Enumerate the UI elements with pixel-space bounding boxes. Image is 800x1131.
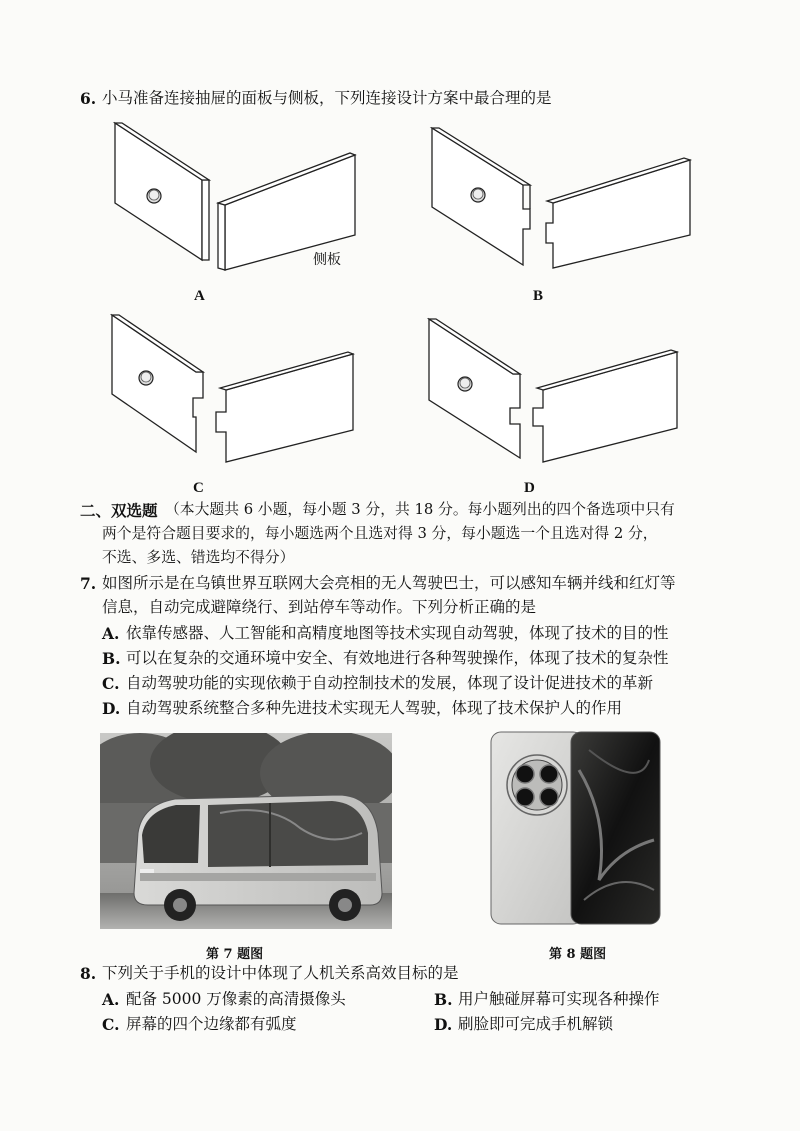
q6-figure-d [425, 316, 685, 476]
phone-photo [489, 730, 662, 926]
q8-number: 8. [80, 964, 97, 983]
q7-option-b-letter: B. [102, 649, 121, 668]
q8-option-b-text: 用户触碰屏幕可实现各种操作 [458, 990, 660, 1008]
q7-option-c-letter: C. [102, 674, 120, 693]
section2-title: 二、双选题 [80, 501, 158, 520]
fig7-caption: 第 7 题图 [206, 947, 264, 962]
fig8-caption: 第 8 题图 [549, 947, 607, 962]
q8-option-c-text: 屏幕的四个边缘都有弧度 [126, 1015, 297, 1033]
bus-illustration [100, 733, 392, 929]
q8-stem: 下列关于手机的设计中体现了人机关系高效目标的是 [102, 964, 459, 982]
q6-number: 6. [80, 89, 97, 108]
q6-stem: 小马准备连接抽屉的面板与侧板，下列连接设计方案中最合理的是 [102, 89, 552, 107]
q7-option-d-letter: D. [102, 699, 121, 718]
bus-photo [100, 733, 392, 929]
q7-option-a-letter: A. [102, 624, 120, 643]
q7-stem-line-2: 信息，自动完成避障绕行、到站停车等动作。下列分析正确的是 [102, 598, 537, 616]
q8-option-a-text: 配备 5000 万像素的高清摄像头 [126, 990, 346, 1008]
q6-option-b-label: B [533, 288, 544, 304]
q6-figure-b [428, 125, 698, 280]
q8-option-a-letter: A. [102, 990, 120, 1009]
q7-option-a-text: 依靠传感器、人工智能和高精度地图等技术实现自动驾驶，体现了技术的目的性 [126, 624, 669, 642]
q6-option-d-label: D [524, 480, 535, 496]
q8-option-d-text: 刷脸即可完成手机解锁 [458, 1015, 614, 1033]
section2-line-3: 不选、多选、错选均不得分） [102, 549, 295, 566]
q8-option-b-letter: B. [434, 990, 453, 1009]
q8-option-c-letter: C. [102, 1015, 120, 1034]
section2-line-2: 两个是符合题目要求的，每小题选两个且选对得 3 分，每小题选一个且选对得 2 分， [102, 525, 658, 542]
q6-option-a-label: A [194, 288, 205, 304]
q7-stem-line-1: 如图所示是在乌镇世界互联网大会亮相的无人驾驶巴士，可以感知车辆并线和红灯等 [102, 574, 676, 592]
q6-figure-c [108, 312, 358, 472]
q6-option-c-label: C [193, 480, 204, 496]
q7-option-d-text: 自动驾驶系统整合多种先进技术实现无人驾驶，体现了技术保护人的作用 [126, 699, 623, 717]
phone-illustration [489, 730, 662, 926]
q8-option-d-letter: D. [434, 1015, 453, 1034]
side-board-label: 侧板 [313, 252, 341, 268]
q7-option-b-text: 可以在复杂的交通环境中安全、有效地进行各种驾驶操作，体现了技术的复杂性 [126, 649, 669, 667]
q7-number: 7. [80, 574, 97, 593]
q7-option-c-text: 自动驾驶功能的实现依赖于自动控制技术的发展，体现了设计促进技术的革新 [126, 674, 654, 692]
section2-line-1: （本大题共 6 小题，每小题 3 分，共 18 分。每小题列出的四个备选项中只有 [165, 501, 675, 518]
